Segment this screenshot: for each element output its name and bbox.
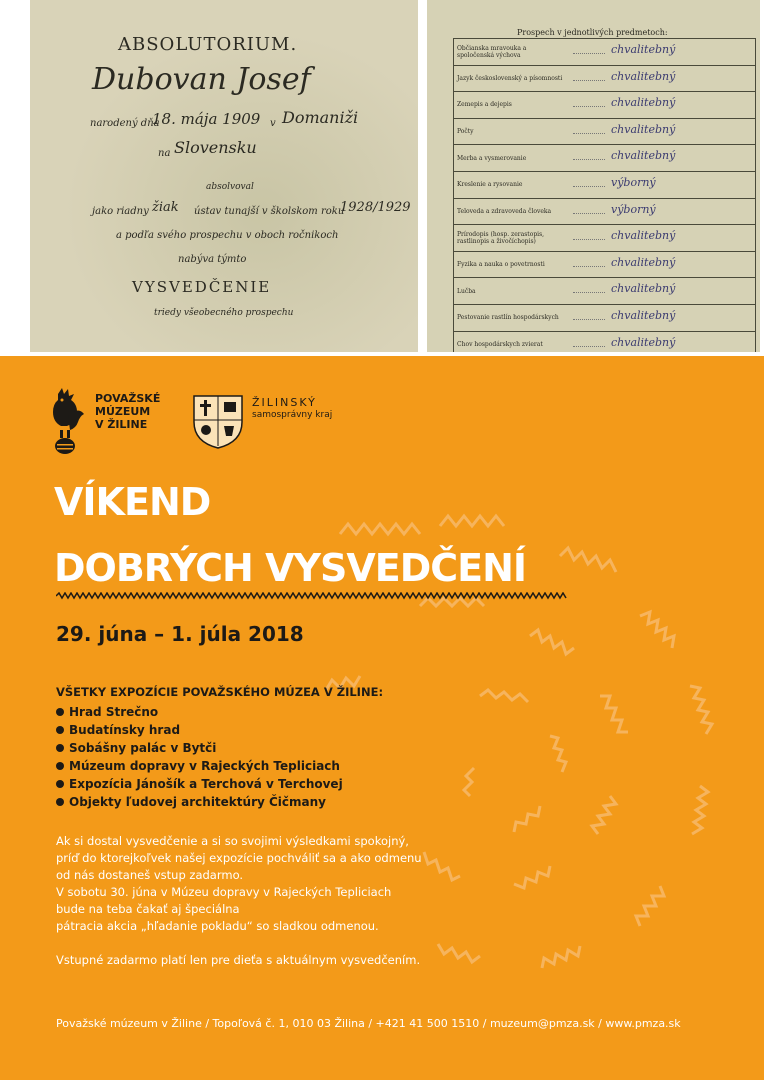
location-name: Múzeum dopravy v Rajeckých Tepliciach [69, 759, 340, 773]
subject-name: Pestovanie rastlín hospodárskych [457, 314, 559, 322]
grade-value: chvalitebný [611, 149, 676, 163]
subject-name: Počty [457, 128, 474, 136]
line1-rest: ústav tunajší v školskom roku [194, 206, 345, 217]
location-item [56, 793, 343, 811]
info-paragraph-line: Ak si dostal vysvedčenie a si so svojimi výsledkami spokojný, [56, 834, 409, 848]
bullet-icon [56, 708, 64, 716]
grade-row [453, 39, 755, 66]
subject-name: Fyzika a nauka o povetrnosti [457, 261, 545, 269]
grade-value: chvalitebný [611, 229, 676, 243]
subject-name: Chov hospodárskych zvierat [457, 340, 543, 348]
certificate-title: ABSOLUTORIUM. [118, 34, 298, 55]
region-logo-title: ŽILINSKÝ [252, 396, 317, 409]
grade-row [453, 119, 755, 146]
birth-country: Slovensku [174, 138, 257, 157]
dotted-line [573, 80, 605, 81]
subject-name: Občianska mravouka a spoločenská výchova [457, 44, 527, 59]
in-label: v [270, 118, 276, 129]
info-paragraph [56, 833, 422, 935]
dotted-line [573, 319, 605, 320]
grade-row [453, 278, 755, 305]
school-year: 1928/1929 [340, 200, 411, 215]
locations-list [56, 703, 343, 811]
subject-name: Jazyk československý a písomnosti [457, 74, 563, 82]
event-date: 29. júna – 1. júla 2018 [56, 622, 304, 646]
subject-name: Kreslenie a rysovanie [457, 181, 523, 189]
bullet-icon [56, 762, 64, 770]
location-name: Objekty ľudovej architektúry Čičmany [69, 795, 326, 809]
grade-row [453, 252, 755, 279]
dotted-line [573, 266, 605, 267]
dotted-line [573, 53, 605, 54]
birth-place: Domaniži [282, 108, 359, 127]
grade-row [453, 199, 755, 226]
grade-value: výborný [611, 175, 656, 189]
absolvoval-label: absolvoval [206, 182, 254, 192]
vysvedcenie-word: VYSVEDČENIE [132, 278, 272, 296]
dotted-line [573, 239, 605, 240]
dotted-line [573, 133, 605, 134]
born-label: narodený dňa [90, 118, 160, 129]
location-item [56, 721, 343, 739]
subject-name: Prírodopis (hosp. zerastopis, rastlinopis a živočíchopis) [457, 230, 545, 245]
info-paragraph-line: pátracia akcia „hľadanie pokladu“ so sladkou odmenou. [56, 919, 379, 933]
certificate-grades-page [427, 0, 760, 352]
free-entry-note: Vstupné zadarmo platí len pre dieťa s aktuálnym vysvedčením. [56, 953, 421, 967]
grade-row [453, 172, 755, 199]
grade-row [453, 332, 755, 359]
certificate-front-page [30, 0, 418, 352]
locations-heading: VŠETKY EXPOZÍCIE POVAŽSKÉHO MÚZEA V ŽILINE: [56, 685, 384, 699]
grades-table-title: Prospech v jednotlivých predmetoch: [517, 28, 668, 37]
subject-name: Telovedа a zdravoveda človeka [457, 207, 552, 215]
title-line-2: DOBRÝCH VYSVEDČENÍ [54, 546, 527, 590]
museum-logo-line: POVAŽSKÉ [95, 392, 161, 405]
info-paragraph-line: bude na teba čakať aj špeciálna [56, 902, 240, 916]
title-line-1: VÍKEND [54, 480, 211, 524]
grade-value: chvalitebný [611, 43, 676, 56]
dotted-line [573, 159, 605, 160]
location-item [56, 775, 343, 793]
location-name: Hrad Strečno [69, 705, 159, 719]
location-name: Expozícia Jánošík a Terchová v Terchovej [69, 777, 343, 791]
grade-value: chvalitebný [611, 122, 676, 136]
subject-name: Zemepis a dejepis [457, 101, 512, 109]
grade-row [453, 92, 755, 119]
subject-name: Lučba [457, 287, 476, 295]
dotted-line [573, 186, 605, 187]
line3-text: nabýva týmto [178, 254, 247, 265]
poster-panel [0, 356, 764, 1080]
certificate-name: Dubovan Josef [92, 62, 311, 97]
region-logo-subtitle: samosprávny kraj [252, 410, 333, 420]
grade-value: chvalitebný [611, 282, 676, 296]
bullet-icon [56, 780, 64, 788]
grade-value: chvalitebný [611, 255, 676, 269]
line1-text: jako riadny [92, 206, 149, 217]
footer-contact: Považské múzeum v Žiline / Topoľová č. 1, 010 03 Žilina / +421 41 500 1510 / muzeum@pmza.sk / www.pmza.sk [56, 1017, 681, 1030]
bullet-icon [56, 726, 64, 734]
museum-logo-line: MÚZEUM [95, 405, 151, 418]
zilina-region-coat-of-arms [190, 392, 246, 450]
dotted-line [573, 106, 605, 107]
grade-value: chvalitebný [611, 69, 676, 83]
grade-row [453, 305, 755, 332]
title-zigzag-underline [56, 592, 568, 600]
born-date: 18. mája 1909 [152, 110, 261, 128]
dotted-line [573, 346, 605, 347]
grade-row [453, 66, 755, 93]
subject-name: Merba a vysmerovanie [457, 154, 527, 162]
info-paragraph-line: príď do ktorejkoľvek našej expozície pochváliť sa a ako odmenu [56, 851, 422, 865]
grade-row [453, 145, 755, 172]
dotted-line [573, 213, 605, 214]
info-paragraph-line: V sobotu 30. júna v Múzeu dopravy v Rajeckých Tepliciach [56, 885, 392, 899]
grade-value: chvalitebný [611, 96, 676, 110]
na-label: na [158, 148, 171, 159]
location-item [56, 703, 343, 721]
grade-value: chvalitebný [611, 335, 676, 349]
table-line [755, 38, 756, 352]
line2-text: a podľa svého prospechu v oboch ročnikoch [116, 230, 339, 241]
location-name: Budatínsky hrad [69, 723, 181, 737]
grade-row [453, 225, 755, 252]
museum-logo-text [95, 392, 160, 431]
location-item [56, 739, 343, 757]
certificate-photos [0, 0, 764, 356]
bullet-icon [56, 744, 64, 752]
grades-table [453, 38, 755, 385]
dotted-line [573, 292, 605, 293]
grade-value: chvalitebný [611, 308, 676, 322]
location-item [56, 757, 343, 775]
info-paragraph-line: od nás dostaneš vstup zadarmo. [56, 868, 244, 882]
triedy-text: triedy všeobecného prospechu [154, 308, 294, 318]
line1-hand: žiak [152, 200, 179, 215]
bullet-icon [56, 798, 64, 806]
museum-logo-line: V ŽILINE [95, 418, 148, 431]
museum-rooster-logo [40, 386, 92, 456]
grade-value: výborný [611, 202, 656, 216]
location-name: Sobášny palác v Bytči [69, 741, 217, 755]
